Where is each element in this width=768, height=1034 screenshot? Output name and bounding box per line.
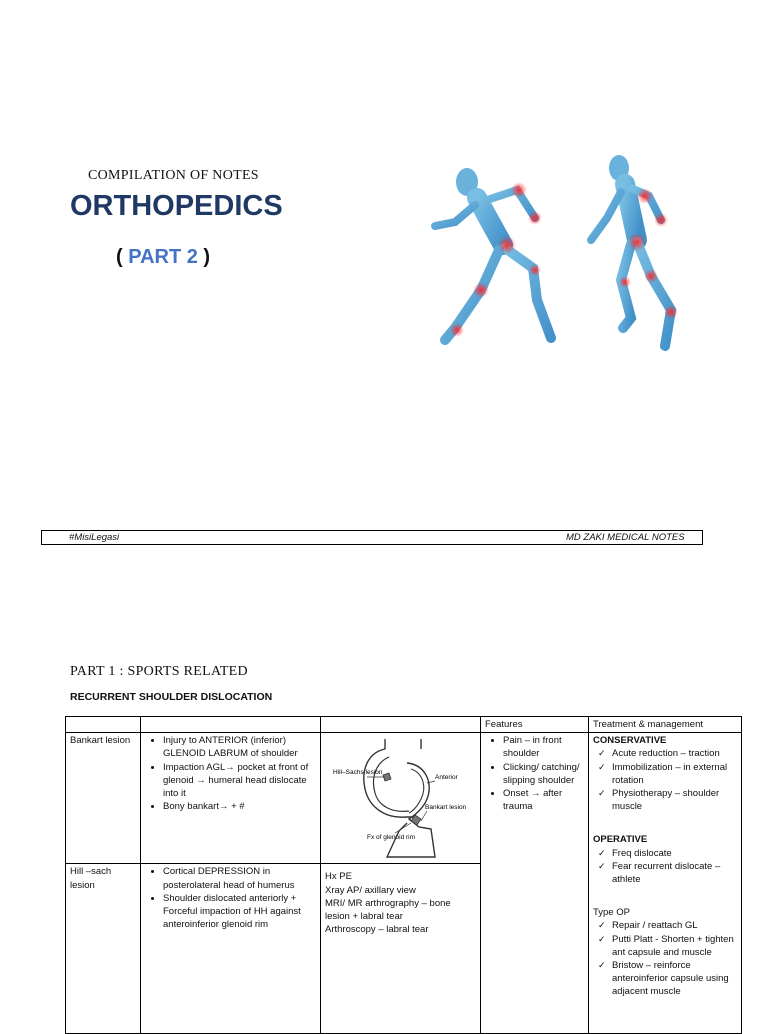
label-fx-glenoid: Fx of glenoid rim (367, 834, 416, 842)
list-item: ✓ Bristow – reinforce anteroinferior capsule using adjacent muscle (612, 959, 737, 999)
row-label-hill-sachs: Hill –sach lesion (66, 864, 141, 1034)
document-title: ORTHOPEDICS (70, 190, 283, 222)
list-item: ✓ Physiotherapy – shoulder muscle (612, 787, 737, 813)
list-item: ✓ Repair / reattach GL (612, 919, 737, 932)
list-item: ✓ Freq dislocate (612, 847, 737, 860)
operative-heading: OPERATIVE (593, 834, 648, 846)
list-item: • Onset → after trauma (503, 787, 584, 813)
compilation-heading: COMPILATION OF NOTES (88, 168, 259, 183)
section-heading: PART 1 : SPORTS RELATED (70, 664, 248, 679)
shoulder-lesion-diagram (323, 737, 477, 859)
list-item: • Bony bankart→ + # (163, 800, 316, 813)
list-item: ✓ Immobilization – in external rotation (612, 761, 737, 787)
investigation-line: Hx PE (325, 871, 352, 883)
footer-credit: MD ZAKI MEDICAL NOTES (566, 532, 685, 543)
table-row-bankart (66, 733, 742, 864)
investigation-line: MRI/ MR arthrography – bone lesion + labral tear (325, 897, 451, 923)
label-hill-sachs: Hill–Sachs lesion (333, 769, 383, 777)
list-item: • Clicking/ catching/ slipping shoulder (503, 761, 584, 787)
list-item: ✓ Putti Platt - Shorten + tighten ant capsule and muscle (612, 933, 737, 959)
conservative-heading: CONSERVATIVE (593, 735, 667, 747)
list-item: • Cortical DEPRESSION in posterolateral head of humerus (163, 865, 316, 891)
running-skeleton-illustration (425, 150, 695, 360)
table-header-row (66, 717, 742, 733)
investigations-cell (321, 864, 481, 1034)
part-close-paren: ) (197, 246, 211, 268)
part-label (116, 246, 210, 269)
part-number: PART 2 (128, 246, 198, 268)
type-op-heading: Type OP (593, 907, 630, 919)
diagram-cell (321, 733, 481, 864)
header-cell (141, 717, 321, 733)
investigation-line: Arthroscopy – labral tear (325, 924, 429, 936)
header-cell-treatment: Treatment & management (589, 717, 742, 733)
subsection-heading: RECURRENT SHOULDER DISLOCATION (70, 691, 273, 703)
list-item: ✓ Acute reduction – traction (612, 747, 737, 760)
part-open-paren: ( (116, 246, 129, 268)
header-cell-features: Features (481, 717, 589, 733)
list-item: • Injury to ANTERIOR (inferior) GLENOID LABRUM of shoulder (163, 734, 316, 760)
list-item: ✓ Fear recurrent dislocate – athlete (612, 860, 737, 886)
header-cell (66, 717, 141, 733)
investigation-line: Xray AP/ axillary view (325, 884, 416, 896)
shoulder-dislocation-table (65, 716, 742, 1034)
list-item: • Shoulder dislocated anteriorly + Forceful impaction of HH against anteroinferior glenoid rim (163, 892, 316, 932)
hill-sachs-description (141, 864, 321, 1034)
features-cell (481, 733, 589, 1034)
list-item: • Pain – in front shoulder (503, 734, 584, 760)
treatment-cell (589, 733, 742, 1034)
header-cell (321, 717, 481, 733)
label-anterior: Anterior (435, 774, 458, 782)
list-item: • Impaction AGL→ pocket at front of glenoid → humeral head dislocate into it (163, 761, 316, 801)
label-bankart: Bankart lesion (425, 804, 467, 812)
bankart-description (141, 733, 321, 864)
footer-hashtag: #MisiLegasi (69, 532, 120, 543)
row-label-bankart: Bankart lesion (66, 733, 141, 864)
